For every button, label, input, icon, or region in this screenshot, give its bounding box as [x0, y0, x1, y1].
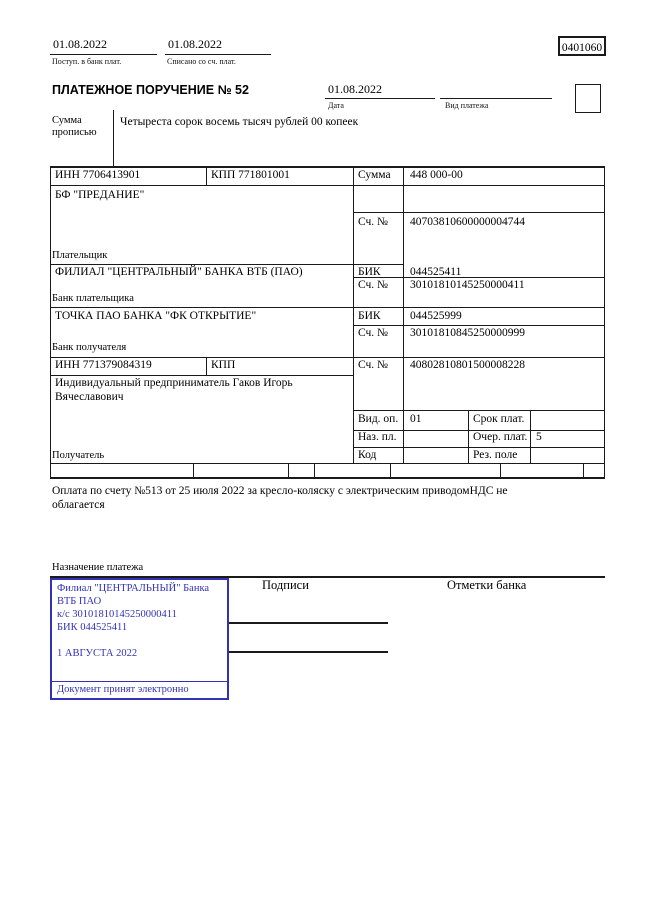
stamp-footer-text: Документ принят электронно: [57, 684, 189, 695]
table-line: [353, 277, 605, 278]
payer-bank-corr-label: Сч. №: [358, 279, 389, 291]
payment-type-box: [575, 84, 601, 113]
vid-op-value: 01: [410, 413, 422, 425]
debited-date-label: Списано со сч. плат.: [167, 57, 236, 66]
document-date-label: Дата: [328, 101, 344, 110]
payer-section-label: Плательщик: [52, 250, 108, 261]
payer-inn: ИНН 7706413901: [55, 169, 141, 181]
document-date-line: [325, 98, 435, 99]
payee-account-label: Сч. №: [358, 359, 389, 371]
purpose-section-label: Назначение платежа: [52, 562, 144, 573]
signatures-label: Подписи: [262, 578, 309, 592]
document-title: ПЛАТЕЖНОЕ ПОРУЧЕНИЕ № 52: [52, 83, 249, 97]
payee-bank-corr: 30101810845250000999: [410, 327, 525, 339]
payee-bank-bik-label: БИК: [358, 310, 381, 322]
table-right-border: [604, 166, 605, 479]
vid-op-label: Вид. оп.: [358, 413, 399, 425]
table-left-border: [50, 166, 51, 479]
table-line: [193, 463, 194, 478]
stamp-bank-name-line2: ВТБ ПАО: [57, 596, 102, 607]
naz-pl-label: Наз. пл.: [358, 431, 397, 443]
amount-words-value: Четыреста сорок восемь тысяч рублей 00 копеек: [120, 116, 359, 128]
sum-value: 448 000-00: [410, 169, 463, 181]
payee-name-line1: Индивидуальный предприниматель Гаков Игорь: [55, 377, 293, 389]
table-line: [50, 357, 605, 358]
payer-bank-name: ФИЛИАЛ "ЦЕНТРАЛЬНЫЙ" БАНКА ВТБ (ПАО): [55, 266, 303, 278]
payer-bank-bik-label: БИК: [358, 266, 381, 278]
payer-name: БФ "ПРЕДАНИЕ": [55, 189, 145, 201]
payee-inn: ИНН 771379084319: [55, 359, 152, 371]
table-line: [50, 375, 353, 376]
table-line: [468, 410, 469, 463]
ocher-plat-label: Очер. плат.: [473, 431, 528, 443]
table-line: [403, 166, 404, 463]
stamp-bik: БИК 044525411: [57, 622, 128, 633]
payee-bank-section-label: Банк получателя: [52, 342, 127, 353]
bank-marks-label: Отметки банка: [447, 578, 527, 592]
received-date-line: [50, 54, 157, 55]
payer-account: 40703810600000004744: [410, 216, 525, 228]
stamp-divider-line: [52, 681, 227, 682]
table-line: [390, 463, 391, 478]
payee-bank-corr-label: Сч. №: [358, 327, 389, 339]
form-code: 0401060: [561, 42, 603, 54]
bank-stamp-box: [50, 578, 229, 700]
payer-kpp: КПП 771801001: [211, 169, 290, 181]
srok-plat-label: Срок плат.: [473, 413, 525, 425]
payer-bank-section-label: Банк плательщика: [52, 293, 134, 304]
table-line: [583, 463, 584, 478]
table-line: [353, 325, 605, 326]
stamp-date: 1 АВГУСТА 2022: [57, 648, 138, 659]
payment-type-line: [440, 98, 552, 99]
amount-words-label: Сумма прописью: [52, 115, 97, 139]
table-line: [50, 307, 605, 308]
table-line: [50, 477, 605, 479]
table-line: [314, 463, 315, 478]
payee-account: 40802810801500008228: [410, 359, 525, 371]
table-line: [50, 264, 403, 265]
purpose-text-line2: облагается: [52, 499, 105, 511]
table-line: [50, 185, 605, 186]
table-line: [206, 166, 207, 185]
table-line: [353, 166, 354, 463]
signature-line-2: [228, 651, 388, 653]
ocher-plat-value: 5: [536, 431, 542, 443]
table-line: [288, 463, 289, 478]
stamp-corr-account: к/с 30101810145250000411: [57, 609, 177, 620]
received-date-label: Поступ. в банк плат.: [52, 57, 122, 66]
rez-pole-label: Рез. поле: [473, 449, 518, 461]
purpose-text-line1: Оплата по счету №513 от 25 июля 2022 за кресло-коляску с электрическим приводомНДС не: [52, 485, 508, 497]
payer-account-label: Сч. №: [358, 216, 389, 228]
payee-section-label: Получатель: [52, 450, 105, 461]
received-date: 01.08.2022: [53, 37, 107, 51]
document-date: 01.08.2022: [328, 82, 382, 96]
table-line: [353, 410, 605, 411]
payee-bank-bik: 044525999: [410, 310, 462, 322]
amount-words-divider: [113, 110, 114, 166]
debited-date: 01.08.2022: [168, 37, 222, 51]
table-line: [206, 357, 207, 375]
table-line: [353, 447, 605, 448]
debited-date-line: [165, 54, 271, 55]
payee-kpp-label: КПП: [211, 359, 236, 371]
payer-bank-bik: 044525411: [410, 266, 462, 278]
payee-name-line2: Вячеславович: [55, 391, 124, 403]
table-line: [500, 463, 501, 478]
payment-type-label: Вид платежа: [445, 101, 489, 110]
form-code-box: [558, 36, 606, 56]
sum-label: Сумма: [358, 169, 391, 181]
table-line: [50, 463, 605, 464]
table-line: [530, 410, 531, 463]
stamp-bank-name-line1: Филиал "ЦЕНТРАЛЬНЫЙ" Банка: [57, 583, 210, 594]
payee-bank-name: ТОЧКА ПАО БАНКА "ФК ОТКРЫТИЕ": [55, 310, 257, 322]
signature-line-1: [228, 622, 388, 624]
table-line: [50, 166, 605, 168]
kod-label: Код: [358, 449, 377, 461]
table-line: [353, 212, 605, 213]
payer-bank-corr: 30101810145250000411: [410, 279, 525, 291]
